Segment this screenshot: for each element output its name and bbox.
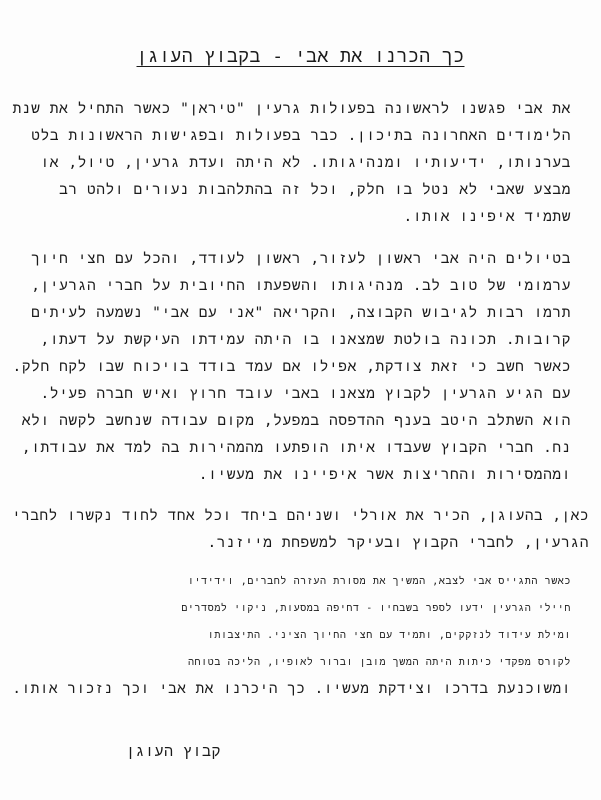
text-line: שתמיד איפינו אותו.: [403, 209, 571, 225]
paragraph-4: [12, 503, 589, 557]
text-line: עם הגיע הגרעין לקבוץ מצאנו באבי עובד חרוץ ואיש חברה פעיל.: [40, 386, 571, 402]
text-line: ומשוכנעת בדרכו וצידקת מעשיו. כך היכרנו את אבי וכך נזכור אותו.: [12, 681, 571, 697]
text-line: קרובות. תכונה בולטת שמצאנו בו היתה עמידתו העיקשת על דעתו,: [40, 332, 571, 348]
text-line: ומהמסירות והחריצות אשר איפיינו את מעשיו.: [198, 467, 571, 483]
paragraph-1: [13, 96, 571, 231]
text-line: את אבי פגשנו לראשונה בפעולות גרעין "טיראן" כאשר התחיל את שנת: [12, 101, 571, 117]
text-line: תרמו רבות לגיבוש הקבוצה, והקריאה "אני עם אבי" נשמעה לעיתים: [31, 305, 571, 321]
text-line: נח. חברי הקבוץ שעבדו איתו הופתעו מהמהירות בה למד את עבודתו,: [21, 440, 571, 456]
text-line: כאן, בהעוגן, הכיר את אורלי ושניהם ביחד וכל אחד לחוד נקשרו לחברי: [12, 508, 589, 524]
text-line: כאשר חשב כי זאת צודקת, אפילו אם עמד בודד בויכוח שבו לקח חלק.: [12, 359, 571, 375]
paragraph-3: [22, 381, 571, 489]
text-line: לקורס מפקדי כיתות היתה המשך מובן וברור לאופיו, הליכה בטוחה: [187, 657, 571, 668]
text-line: בערנותו, ידיעותיו ומנהיגותו. לא היתה ועדת גרעין, טיול, או: [40, 155, 571, 171]
text-line: כאשר התגייס אבי לצבא, המשיך את מסורת העזרה לחברים, וידידיו: [187, 576, 571, 587]
signature: קבוץ העוגן: [125, 742, 221, 760]
text-line: מבצע שאבי לא נטל בו חלק, וכל זה בהתלהבות נעורים ולהט רב: [59, 182, 571, 198]
text-line: ערמומי של טוב לב. מנהיגותו והשפעתו החיובית על חברי הגרעין,: [31, 278, 571, 294]
text-line: ומילת עידוד לנזקקים, ותמיד עם חצי החיוך הציני. התיצבותו: [207, 630, 571, 641]
text-line: הלימודים האחרונה בתיכון. כבר בפעולות ובפגישות הראשונות בלט: [31, 128, 571, 144]
text-line: בטיולים היה אבי ראשון לעזור, ראשון לעודד, והכל עם חצי חיוך: [31, 251, 571, 267]
paragraph-2: [13, 246, 571, 381]
text-line: הוא השתלב היטב בענף ההדפסה במפעל, מקום עבודה שנחשב לקשה ולא: [21, 413, 571, 429]
page-title: כך הכרנו את אבי - בקבוץ העוגן: [136, 46, 465, 67]
paragraph-5: [12, 568, 571, 703]
text-line: חיילי הגרעין ידעו לספר בשבחיו - דחיפה במסעות, ניקוי למסדרים: [181, 603, 571, 614]
text-line: הגרעין, לחברי הקבוץ ובעיקר למשפחת מייזנר.: [207, 535, 589, 551]
